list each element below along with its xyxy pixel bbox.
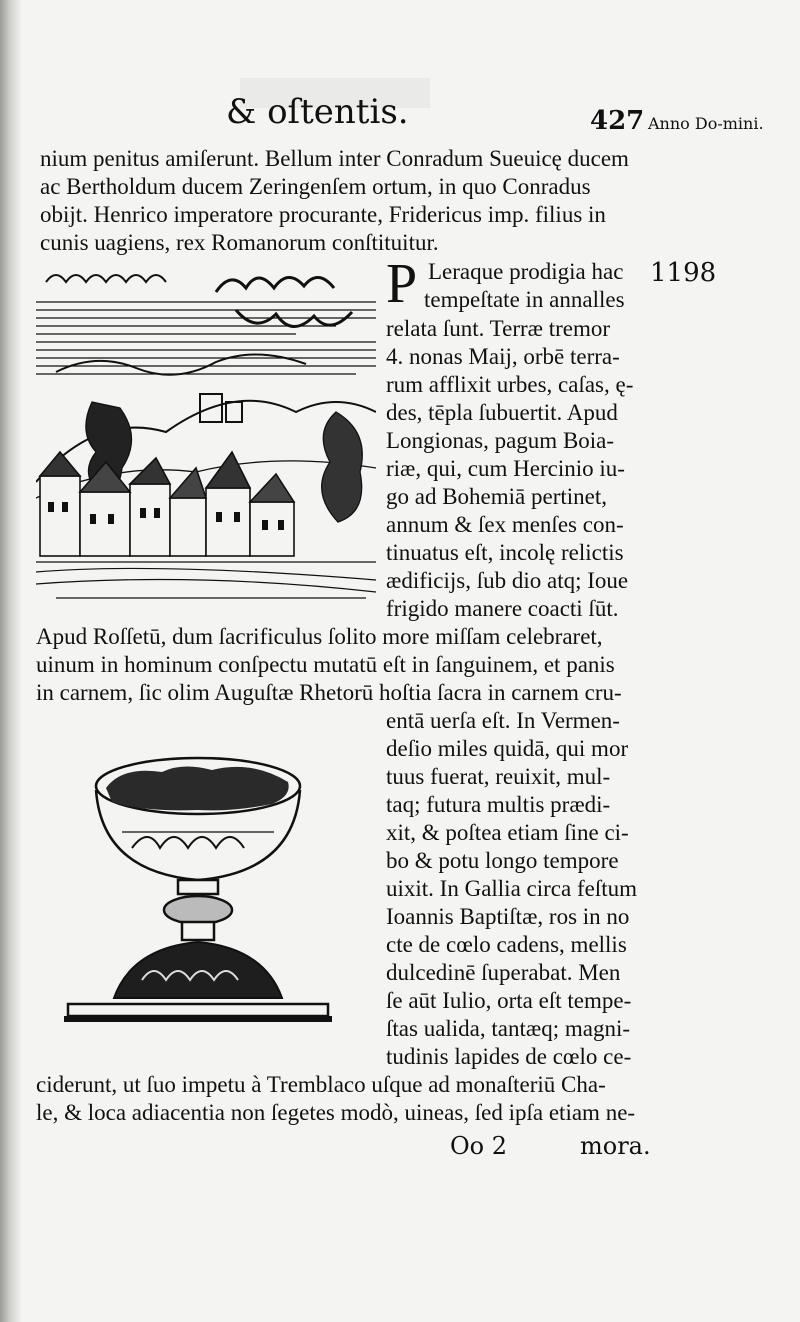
text-line: entā uerſa eſt. In Vermen- (386, 708, 620, 733)
text-line: xit, & poſtea etiam ſine ci- (386, 820, 629, 845)
text-line: Longionas, pagum Boia- (386, 428, 615, 453)
text-line: Ioannis Baptiſtæ, ros in no (386, 904, 630, 929)
text-line: le, & loca adiacentia non ſegetes modò, uineas, ſed ipſa etiam ne- (36, 1100, 636, 1125)
text-line: cte de cœlo cadens, mellis (386, 932, 627, 957)
margin-note: Anno Do-mini. (648, 114, 764, 133)
text-line: go ad Bohemiā pertinet, (386, 484, 607, 509)
text-line: obijt. Henrico imperatore procurante, Fridericus imp. filius in (40, 202, 606, 227)
text-line: nium penitus amiſerunt. Bellum inter Conradum Sueuicę ducem (40, 146, 629, 171)
text-line: ciderunt, ut ſuo impetu à Tremblaco uſque ad monaſteriū Cha- (36, 1072, 606, 1097)
text-line: uixit. In Gallia circa feſtum (386, 876, 637, 901)
text-line: relata ſunt. Terræ tremor (386, 316, 611, 341)
text-line: bo & potu longo tempore (386, 848, 619, 873)
text-line: Leraque prodigia hac (428, 259, 624, 284)
drop-cap: P (386, 253, 418, 315)
text-line: rum afflixit urbes, caſas, ę- (386, 372, 634, 397)
page-gutter-shadow (0, 0, 22, 1322)
text-line: 4. nonas Maij, orbē terra- (386, 344, 620, 369)
text-line: tuus fuerat, reuixit, mul- (386, 764, 611, 789)
text-line: uinum in hominum conſpectu mutatū eſt in ſanguinem, et panis (36, 652, 615, 677)
text-line: taq; futura multis prædi- (386, 792, 611, 817)
text-line: dulcedinē ſuperabat. Men (386, 960, 621, 985)
text-line: cunis uagiens, rex Romanorum conſtituitur. (40, 230, 439, 255)
text-line: ſtas ualida, tantæq; magni- (386, 1016, 631, 1041)
text-line: tudinis lapides de cœlo ce- (386, 1044, 632, 1069)
text-line: Apud Roſſetū, dum ſacrificulus ſolito more miſſam celebraret, (36, 624, 603, 649)
text-line: tinuatus eſt, incolę relictis (386, 540, 624, 565)
text-line: riæ, qui, cum Hercinio iu- (386, 456, 625, 481)
text-line: annum & ſex menſes con- (386, 512, 624, 537)
margin-year: 1198 (650, 258, 717, 288)
text-line: tempeſtate in annalles (424, 287, 625, 312)
catchword: mora. (580, 1132, 651, 1160)
woodcut-town-earthquake-image (36, 262, 376, 608)
text-line: frigido manere coacti ſūt. (386, 596, 619, 621)
text-line: ac Bertholdum ducem Zeringenſem ortum, in quo Conradus (40, 174, 591, 199)
running-title: & oſtentis. (226, 92, 409, 132)
signature-mark: Oo 2 (450, 1132, 508, 1160)
text-line: ædificijs, ſub dio atq; Ioue (386, 568, 629, 593)
text-line: des, tēpla ſubuertit. Apud (386, 400, 618, 425)
text-line: deſio miles quidā, qui mor (386, 736, 629, 761)
woodcut-chalice-image (62, 752, 334, 1036)
text-line: in carnem, ſic olim Auguſtæ Rhetorū hoſtia ſacra in carnem cru- (36, 680, 622, 705)
page-number: 427 (590, 106, 645, 136)
text-line: ſe aūt Iulio, orta eſt tempe- (386, 988, 632, 1013)
